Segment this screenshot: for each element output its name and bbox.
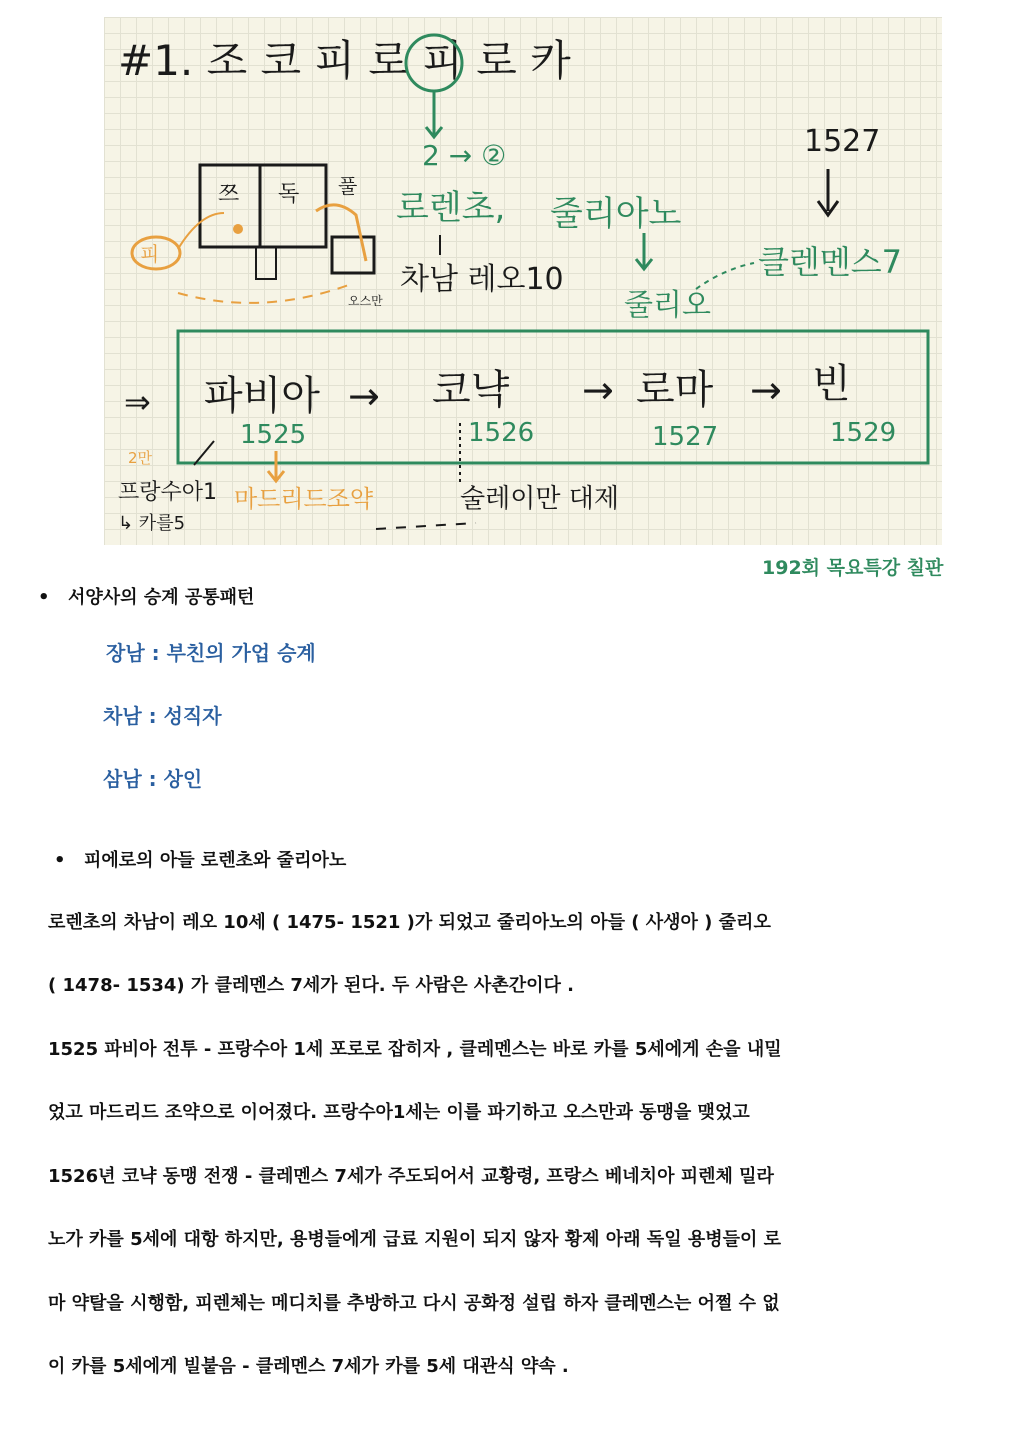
- flow-place-3: 빈: [812, 361, 851, 407]
- flow-place-2: 로마: [636, 367, 714, 413]
- board-chair-right: 독: [278, 182, 300, 207]
- flow-year-2: 1527: [652, 422, 719, 452]
- board-caption: 192회 목요특강 칠판: [762, 557, 944, 579]
- bullet-succession-text: 서양사의 승계 공통패턴: [68, 587, 255, 608]
- blackboard-photo: [104, 17, 942, 545]
- bullet-piero-text: 피에로의 아들 로렌초와 줄리아노: [84, 850, 347, 871]
- bullet-succession: [38, 583, 254, 609]
- pattern-second: 차남 : 성직자: [103, 704, 222, 728]
- seat-box: [332, 237, 374, 273]
- flow-sep-2: →: [750, 368, 782, 412]
- board-giuliano: 줄리아노: [550, 194, 682, 234]
- orange-dashed: [178, 283, 354, 303]
- board-note-francis: 프랑수아1: [118, 480, 218, 505]
- blackboard-drawing: [104, 17, 942, 545]
- board-pi-circle: 피: [140, 242, 160, 266]
- paragraph-line: 1526년 코냑 동맹 전쟁 - 클레멘스 7세가 주도되어서 교황령, 프랑스 베네치아 피렌체 밀라: [48, 1166, 774, 1187]
- board-pul: 풀: [338, 174, 358, 198]
- flow-place-0: 파비아: [204, 373, 320, 419]
- small-arrow: [194, 441, 214, 465]
- flow-year-0: 1525: [240, 420, 307, 450]
- board-note-charles: ↳ 카를5: [118, 513, 186, 534]
- board-year-1527: 1527: [804, 124, 881, 159]
- board-madrid: 마드리드조약: [234, 485, 374, 513]
- board-giulio: 줄리오: [624, 288, 711, 323]
- paragraph-line: ( 1478- 1534) 가 클레멘스 7세가 된다. 두 사람은 사촌간이다 .: [48, 975, 574, 996]
- pattern-eldest: 장남 : 부친의 가업 승계: [106, 641, 316, 665]
- board-seq: 2 → ②: [422, 139, 507, 172]
- board-title: #1. 조 코 피 로 피 로 카: [118, 36, 571, 85]
- paragraph-line: 이 카를 5세에게 빌붙음 - 클레멘스 7세가 카를 5세 대관식 약속 .: [48, 1356, 569, 1377]
- flow-year-3: 1529: [830, 418, 897, 448]
- flow-sep-1: →: [582, 368, 614, 412]
- bullet-dot: •: [54, 850, 66, 871]
- flow-year-1: 1526: [468, 418, 535, 448]
- paragraph-line: 었고 마드리드 조약으로 이어졌다. 프랑수아1세는 이를 파기하고 오스만과 동맹을 맺었고: [48, 1102, 750, 1123]
- board-suleiman: 술레이만 대제: [460, 484, 619, 514]
- board-second-son: 차남 레오10: [400, 262, 564, 297]
- paragraph-line: 노가 카를 5세에 대항 하지만, 용병들에게 급료 지원이 되지 않자 황제 아래 독일 용병들이 로: [48, 1229, 782, 1250]
- paragraph-line: 1525 파비아 전투 - 프랑수아 1세 포로로 잡히자 , 클레멘스는 바로 카를 5세에게 손을 내밀: [48, 1039, 782, 1060]
- pattern-third: 삼남 : 상인: [103, 767, 203, 791]
- dot-mark: [233, 224, 243, 234]
- paragraph-line: 로렌초의 차남이 레오 10세 ( 1475- 1521 )가 되었고 줄리아노의 아들 ( 사생아 ) 줄리오: [48, 912, 771, 933]
- flow-place-1: 코냑: [432, 367, 510, 413]
- paragraph-line: 마 약탈을 시행함, 피렌체는 메디치를 추방하고 다시 공화정 설립 하자 클레멘스는 어쩔 수 없: [48, 1293, 780, 1314]
- flow-arrow: ⇒: [124, 383, 151, 421]
- board-chair-left: 쯔: [218, 182, 240, 207]
- board-clement: 클렌멘스7: [758, 243, 903, 281]
- orange-arrow: [316, 205, 366, 261]
- board-note-2: 2만: [128, 449, 153, 467]
- bullet-piero: [54, 846, 346, 872]
- flow-sep-0: →: [348, 374, 380, 418]
- chair-leg: [256, 247, 276, 279]
- bullet-dot: •: [38, 587, 50, 608]
- board-lorenzo: 로렌초,: [396, 188, 506, 228]
- board-osman: 오스만: [348, 294, 383, 308]
- dashed-arrow: [376, 523, 476, 529]
- dashed-arrow: [696, 263, 754, 289]
